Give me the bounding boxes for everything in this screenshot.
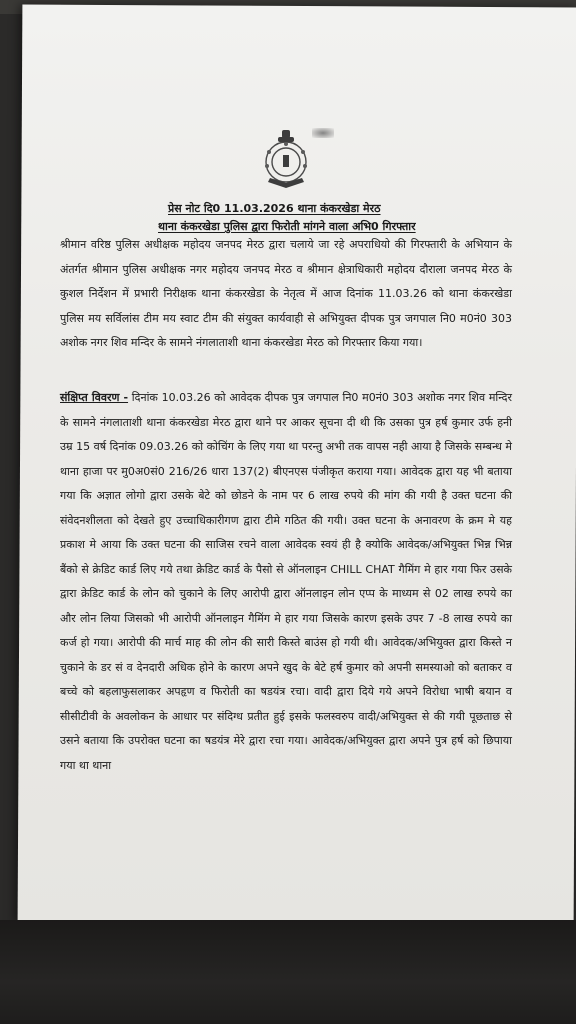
background-bottom <box>0 920 576 1024</box>
details-paragraph <box>60 386 512 778</box>
press-note-subtitle: थाना कंकरखेडा पुलिस द्वारा फिरोती मांगने वाला अभि0 गिरफ्तार <box>158 220 416 233</box>
details-text: दिनांक 10.03.26 को आवेदक दीपक पुत्र जगपाल नि0 म0नं0 303 अशोक नगर शिव मन्दिर के सामने नंगलाताशी थाना कंकरखेडा मेरठ द्वारा थाने पर आकर सूचना दी थी कि उसका पुत्र हर्ष कुमार उर्फ हनी उम्र 15 वर्ष दिनांक 09.03.26 को कोचिंग के लिए गया था परन्तु अभी तक वापस नही आया है जिसके सम्बन्ध मे थाना हाजा पर मु0अ0सं0 216/26 धारा 137(2) बीएनएस पंजीकृत कराया गया। आवेदक द्वारा यह भी बताया गया कि अज्ञात लोगो द्वारा उसके बेटे को छोडने के नाम पर 6 लाख रुपये की मांग की गयी है उक्त घटना की संवेदनशीलता को देखते हुए उच्चाधिकारीगण द्वारा टीमे गठित की गयी। उक्त घटना के अनावरण के क्रम मे यह प्रकाश मे आया कि उक्त घटना की साजिस रचने वाला आवेदक स्वयं ही है क्योकि आवेदक/अभियुक्त भिन्न भिन्न बैंको से क्रेडिट कार्ड लिए गये तथा क्रेडिट कार्ड के पैसो से ऑनलाइन CHILL CHAT गैमिंग मे हार गया फिर उसके द्वारा क्रेडिट कार्ड के लोन को चुकाने के लिए आरोपी द्वारा ऑनलाइन लोन एप्प के माध्यम से 02 लाख रुपये का और लोन लिया जिसको भी आरोपी ऑनलाइन गैमिंग मे हार गया जिसके कारण इसके उपर 7 -8 लाख रुपये का कर्ज हो गया। आरोपी की मार्च माह की लोन की सारी किस्ते बाउंस हो गयी थी। आवेदक/अभियुक्त द्वारा किस्ते न चुकाने के डर सं व देनदारी अधिक होने के कारण अपने खुद के बेटे हर्ष कुमार को अपनी समस्याओ को बताकर व बच्चे को बहलाफुसलाकर अपहृण व फिरोती का षडयंत्र रचा। वादी द्वारा दिये गये अपने विरोधा भाषी बयान व सीसीटीवी के अवलोकन के आधार पर संदिग्ध प्रतीत हुई इसके फलस्वरुप वादी/अभियुक्त से की गयी पूछताछ से उसने बताया कि उपरोक्त घटना का षडयंत्र मेरे द्वारा रचा गया। आवेदक/अभियुक्त द्वारा अपने पुत्र हर्ष को छिपाया गया था थाना <box>60 391 513 772</box>
press-note-title-text: प्रेस नोट दि0 11.03.2026 थाना कंकरखेडा मेरठ <box>168 202 381 215</box>
police-emblem-icon <box>256 128 316 192</box>
details-label: संक्षिप्त विवरण - <box>60 391 129 404</box>
press-note-title <box>168 201 438 216</box>
intro-paragraph: श्रीमान वरिष्ठ पुलिस अधीक्षक महोदय जनपद मेरठ द्वारा चलाये जा रहे अपराधियो की गिरफ्तारी के अभियान के अंतर्गत श्रीमान पुलिस अधीक्षक नगर महोदय जनपद मेरठ व श्रीमान क्षेत्राधिकारी महोदय दौराला जनपद मेरठ के कुशल निर्देशन में प्रभारी निरीक्षक थाना कंकरखेडा के नेतृत्व में आज दिनांक 11.03.26 को थाना कंकरखेडा पुलिस मय सर्विलांस टीम मय स्वाट टीम की संयुक्त कार्यवाही से अभियुक्त दीपक पुत्र जगपाल नि0 म0नं0 303 अशोक नगर शिव मन्दिर के सामने नंगलाताशी थाना कंकरखेडा मेरठ को गिरफ्तार किया गया। <box>60 238 512 349</box>
ink-smudge <box>312 128 334 138</box>
